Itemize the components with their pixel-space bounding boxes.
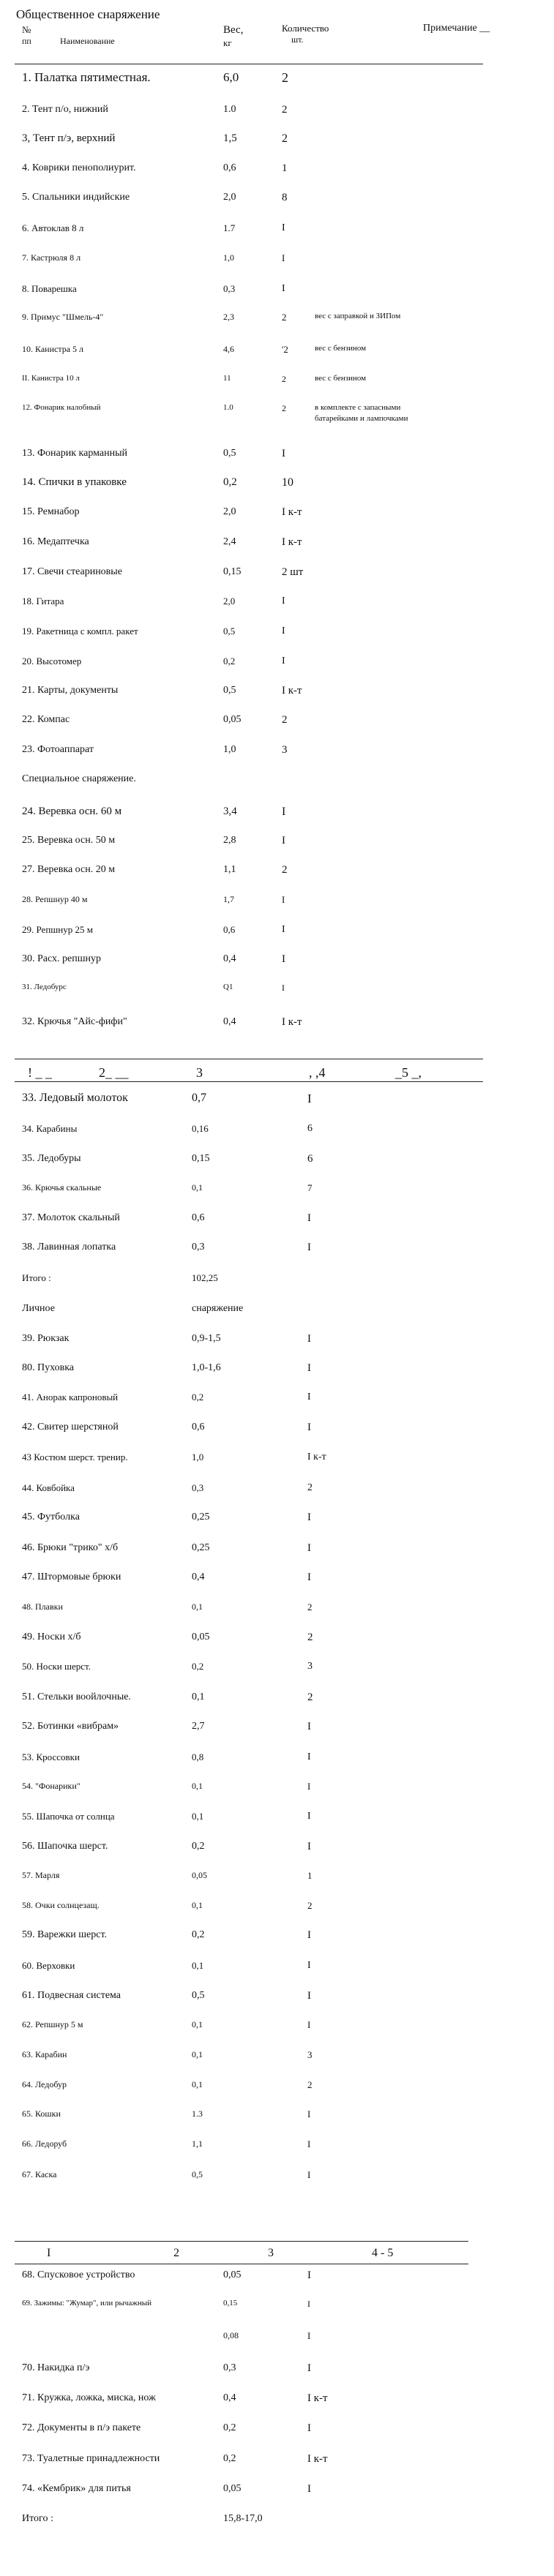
row-quantity: 6 (307, 1123, 312, 1134)
row-weight: 0,4 (223, 1016, 236, 1027)
row-quantity: I (307, 2169, 311, 2180)
row-quantity: 2 (307, 1900, 312, 1911)
row-weight: 0,1 (192, 1900, 203, 1910)
row-name: Итого : (22, 2513, 53, 2524)
row-name: 17. Свечи стеариновые (22, 566, 122, 577)
row-quantity: I (282, 626, 285, 637)
row-weight: 4,6 (223, 344, 234, 354)
row-weight: 0,25 (192, 1512, 210, 1522)
row-name: 62. Репшнур 5 м (22, 2019, 83, 2029)
row-name: 30. Расх. репшнур (22, 953, 102, 964)
row-name: 1. Палатка пятиместная. (22, 70, 151, 84)
row-quantity: I (282, 448, 285, 459)
row-quantity: I (307, 1811, 311, 1822)
page2-col-header-4: , ,4 (309, 1065, 326, 1080)
row-quantity: 2 (307, 2079, 312, 2090)
row-weight: 0,05 (192, 1631, 210, 1642)
row-quantity: 2 (282, 714, 288, 726)
row-name: 21. Карты, документы (22, 685, 119, 696)
row-name: 28. Репшнур 40 м (22, 894, 88, 904)
row-name: 71. Кружка, ложка, миска, нож (22, 2392, 156, 2403)
row-quantity: I (307, 1092, 312, 1105)
row-weight: 1.0 (223, 104, 236, 115)
page3-col-header-2: 2 (173, 2247, 179, 2259)
row-name: 67. Каска (22, 2169, 57, 2179)
row-name: 19. Ракетница с компл. ракет (22, 626, 138, 637)
row-name: 24. Веревка осн. 60 м (22, 806, 122, 817)
row-quantity: I (307, 1721, 311, 1732)
row-weight: 0,6 (223, 162, 236, 173)
row-name: 68. Спусковое устройство (22, 2269, 135, 2280)
row-name: 13. Фонарик карманный (22, 448, 128, 459)
row-weight: 0,4 (223, 953, 236, 964)
row-name: 29. Репшнур 25 м (22, 924, 93, 935)
row-quantity: 3 (307, 1661, 312, 1672)
row-quantity: I (282, 924, 285, 935)
row-quantity: I (307, 2330, 311, 2341)
row-weight: 2,3 (223, 312, 234, 322)
row-name: 20. Высотомер (22, 656, 82, 666)
page3-col-header-1: I (47, 2247, 51, 2259)
page2-col-header-1: ! _ _ (28, 1065, 52, 1080)
row-name: 15. Ремнабор (22, 506, 80, 517)
row-name: 36. Крючья скальные (22, 1182, 102, 1193)
header-qty-line2: шт. (291, 34, 304, 45)
row-weight: 2,0 (223, 506, 236, 517)
page3-col-header-3: 3 (268, 2247, 274, 2259)
row-quantity: 2 (282, 104, 288, 116)
row-name: 74. «Кембрик» для питья (22, 2483, 131, 2494)
row-weight: 0,05 (192, 1870, 207, 1880)
row-quantity: '2 (282, 344, 288, 355)
row-quantity: 2 (307, 1601, 312, 1612)
row-name: Специальное снаряжение. (22, 773, 136, 784)
row-weight: 0,15 (223, 2299, 238, 2307)
row-name: 44. Ковбойка (22, 1482, 75, 1493)
row-name: 43 Костюм шерст. тренир. (22, 1452, 128, 1462)
row-name: 55. Шапочка от солнца (22, 1811, 115, 1822)
row-name: 56. Шапочка шерст. (22, 1841, 108, 1852)
row-name: 23. Фотоаппарат (22, 744, 94, 755)
row-quantity: I (307, 2109, 311, 2119)
row-weight: 0,15 (223, 566, 242, 577)
row-quantity: I к-т (307, 2453, 328, 2465)
row-quantity: I (307, 1929, 311, 1941)
page3-col-header-4: 4 - 5 (372, 2247, 394, 2259)
row-weight: 0,1 (192, 1691, 205, 1702)
row-quantity: I (307, 1841, 311, 1852)
row-name: 53. Кроссовки (22, 1751, 80, 1762)
row-name: Личное (22, 1303, 55, 1314)
row-weight: 1,0 (192, 1452, 204, 1462)
row-name: 33. Ледовый молоток (22, 1092, 128, 1104)
row-weight: 0,5 (223, 448, 236, 459)
row-quantity: I (307, 1512, 311, 1523)
header-num-line2: пп (22, 36, 31, 46)
row-name: 64. Ледобур (22, 2079, 67, 2089)
row-name: 46. Брюки "трико" х/б (22, 1542, 119, 1553)
row-name: 2. Тент п/о, нижний (22, 104, 108, 115)
row-quantity: I к-т (282, 506, 302, 518)
row-name: 70. Накидка п/э (22, 2362, 90, 2373)
row-quantity: I к-т (282, 1016, 302, 1028)
row-name: 41. Анорак капроновый (22, 1392, 119, 1402)
row-weight: 0,1 (192, 2049, 203, 2059)
row-weight: 0,3 (192, 1242, 205, 1253)
row-weight: 0,1 (192, 1811, 204, 1822)
row-weight: 0,5 (192, 2169, 203, 2179)
row-weight: 0,6 (223, 924, 236, 935)
row-name: 57. Марля (22, 1870, 60, 1880)
row-name: 16. Медаптечка (22, 536, 89, 547)
row-quantity: I (307, 1990, 311, 2002)
row-weight: 2,7 (192, 1721, 205, 1732)
row-weight: 1,0 (223, 744, 236, 755)
row-quantity: I (282, 252, 285, 263)
row-name: 51. Стельки воойлочные. (22, 1691, 131, 1702)
row-name: 48. Плавки (22, 1601, 63, 1612)
row-quantity: 2 (282, 70, 288, 85)
row-weight: 0,2 (192, 1392, 204, 1402)
row-name: 6. Автоклав 8 л (22, 222, 84, 233)
row-weight: 0,4 (192, 1571, 205, 1582)
row-weight: 0,8 (192, 1751, 204, 1762)
row-weight: Q1 (223, 983, 233, 991)
row-name: 58. Очки солнцезащ. (22, 1900, 100, 1910)
row-name: 65. Кошки (22, 2109, 61, 2119)
row-weight: 0,6 (192, 1422, 205, 1432)
row-weight: 0,2 (192, 1841, 205, 1852)
row-quantity: I (307, 1960, 311, 1971)
row-name: 52. Ботинки «вибрам» (22, 1721, 119, 1732)
page2-col-header-5: _5 _, (395, 1065, 422, 1080)
row-weight: 0,2 (192, 1929, 205, 1940)
row-name: 3, Тент п/э, верхний (22, 132, 116, 144)
row-weight: 0,9-1,5 (192, 1333, 221, 1344)
row-quantity: I (307, 2422, 311, 2434)
row-name: 10. Канистра 5 л (22, 344, 84, 354)
page-break-rule-2 (15, 2241, 468, 2242)
row-name: 27. Веревка осн. 20 м (22, 864, 116, 875)
row-quantity: I (307, 1333, 311, 1345)
row-weight: 0,1 (192, 2079, 203, 2089)
row-name: 72. Документы в п/э пакете (22, 2422, 141, 2433)
row-weight: 0,1 (192, 2019, 203, 2029)
row-quantity: I (282, 806, 286, 818)
row-weight: 0,4 (223, 2392, 236, 2403)
row-name: 38. Лавинная лопатка (22, 1242, 116, 1253)
row-name: 32. Крючья "Айс-фифи" (22, 1016, 127, 1027)
row-weight: 0,16 (192, 1123, 209, 1134)
row-quantity: I (282, 656, 285, 666)
row-quantity: 2 шт (282, 566, 304, 578)
header-name: Наименование (60, 36, 115, 46)
row-quantity: 7 (307, 1182, 312, 1193)
row-weight: 6,0 (223, 70, 239, 84)
row-weight: 0,2 (223, 2422, 236, 2433)
row-name: 61. Подвесная система (22, 1990, 121, 2001)
row-weight: 2,8 (223, 835, 236, 846)
row-weight: 0,2 (223, 656, 236, 666)
row-weight: 1,5 (223, 132, 237, 144)
row-quantity: I (307, 2362, 311, 2374)
row-quantity: 2 (282, 374, 286, 384)
header-weight-line1: Вес, (223, 24, 244, 36)
row-quantity: I к-т (282, 536, 302, 548)
row-name: Итого : (22, 1272, 51, 1283)
row-weight: 2,0 (223, 596, 236, 607)
document-title: Общественное снаряжение (16, 7, 160, 21)
row-name: 54. "Фонарики" (22, 1781, 81, 1791)
row-quantity: 6 (307, 1153, 313, 1165)
row-name: 5. Спальники индийские (22, 192, 130, 203)
row-note: в комплекте с запасными (315, 403, 401, 412)
row-weight: 1.7 (223, 222, 236, 233)
row-quantity: I (282, 596, 285, 607)
row-weight: 0,05 (223, 2483, 242, 2494)
row-name: 14. Спички в упаковке (22, 476, 127, 488)
row-note: вес с бензином (315, 374, 367, 383)
row-quantity: I (307, 1392, 311, 1402)
row-weight: 0,05 (223, 714, 242, 725)
header-weight-line2: кг (223, 37, 232, 48)
row-quantity: 2 (282, 864, 288, 876)
row-name: 69. Зажимы: "Жумар", или рычажный (22, 2299, 152, 2307)
row-name: 25. Веревка осн. 50 м (22, 835, 116, 846)
row-quantity: I к-т (307, 2392, 328, 2404)
row-name: 4. Коврики пенополиурит. (22, 162, 136, 173)
row-weight: 0,25 (192, 1542, 210, 1553)
row-weight: 0,1 (192, 1182, 203, 1193)
row-weight: 0,2 (192, 1661, 204, 1672)
row-name: 7. Кастрюля 8 л (22, 252, 81, 263)
row-note: вес с заправкой и ЗИПом (315, 312, 401, 320)
row-name: 45. Футболка (22, 1512, 80, 1522)
header-num-line1: № (22, 24, 31, 35)
row-weight: 0,5 (223, 685, 236, 696)
row-name: II. Канистра 10 л (22, 374, 80, 383)
row-quantity: 2 (282, 403, 286, 413)
row-quantity: I (307, 2299, 310, 2309)
page2-col-header-3: 3 (196, 1065, 203, 1080)
row-weight: 0,5 (192, 1990, 205, 2001)
row-quantity: 8 (282, 192, 288, 203)
row-quantity: I (307, 2483, 311, 2495)
row-weight: 1.0 (223, 403, 233, 412)
row-weight: 0,3 (192, 1482, 204, 1493)
row-quantity: I (307, 1362, 311, 1374)
row-weight: 0,3 (223, 2362, 236, 2373)
row-weight: 0,3 (223, 283, 236, 294)
row-name: 73. Туалетные принадлежности (22, 2453, 160, 2464)
row-weight: 1,0-1,6 (192, 1362, 221, 1373)
row-name: 9. Примус "Шмель-4" (22, 312, 104, 322)
row-quantity: 1 (282, 162, 288, 174)
row-quantity: I (282, 222, 285, 233)
row-weight: 1,1 (192, 2138, 203, 2149)
row-weight: 0,7 (192, 1092, 206, 1104)
row-quantity: I (282, 983, 285, 993)
row-quantity: 3 (307, 2049, 312, 2060)
row-quantity: I (307, 1781, 311, 1792)
row-weight: 0,1 (192, 1601, 203, 1612)
row-weight: 2,0 (223, 192, 236, 203)
row-weight: 0,05 (223, 2269, 242, 2280)
row-weight: 3,4 (223, 806, 237, 817)
row-quantity: I (282, 894, 285, 905)
row-note: вес с бензином (315, 344, 367, 353)
row-quantity: I (307, 1212, 311, 1224)
row-name: 8. Поварешка (22, 283, 77, 294)
row-name: 59. Варежки шерст. (22, 1929, 108, 1940)
row-weight: 1,1 (223, 864, 236, 875)
row-quantity: I (282, 835, 285, 846)
row-weight: 0,15 (192, 1153, 210, 1164)
row-quantity: I (282, 953, 285, 965)
row-name: 80. Пуховка (22, 1362, 74, 1373)
row-name: 34. Карабины (22, 1123, 78, 1134)
row-name: 22. Компас (22, 714, 70, 725)
row-weight: 11 (223, 374, 231, 383)
row-name: 60. Верховки (22, 1960, 75, 1971)
row-name: 66. Ледоруб (22, 2138, 67, 2149)
row-quantity: I (282, 283, 285, 294)
row-quantity: I (307, 1422, 311, 1433)
row-quantity: I (307, 1571, 311, 1583)
row-quantity: 10 (282, 476, 293, 489)
row-weight: 0,2 (223, 476, 237, 488)
row-name: 12. Фонарик налобный (22, 403, 101, 412)
row-quantity: I (307, 2269, 311, 2281)
row-quantity: I к-т (307, 1452, 326, 1462)
row-quantity: 2 (307, 1631, 313, 1643)
row-quantity: 2 (307, 1691, 313, 1703)
row-quantity: 1 (307, 1870, 312, 1881)
row-weight: 0,6 (192, 1212, 205, 1223)
row-weight: 1.3 (192, 2109, 203, 2119)
row-quantity: I (307, 2138, 311, 2149)
row-name: 63. Карабин (22, 2049, 67, 2059)
row-name: 47. Штормовые брюки (22, 1571, 121, 1582)
row-name: 49. Носки х/б (22, 1631, 81, 1642)
row-name: 31. Ледобурс (22, 983, 67, 991)
row-name: 18. Гитара (22, 596, 64, 607)
row-weight: 1,0 (223, 252, 234, 263)
page2-header-rule (15, 1081, 483, 1082)
row-name: 37. Молоток скальный (22, 1212, 120, 1223)
row-name: 50. Носки шерст. (22, 1661, 91, 1672)
row-quantity: I (307, 2019, 311, 2030)
row-weight: 0,1 (192, 1781, 203, 1791)
row-weight: 15,8-17,0 (223, 2513, 263, 2524)
row-quantity: I (307, 1542, 311, 1554)
header-note: Примечание __ (423, 23, 490, 34)
row-quantity: I (307, 1242, 311, 1253)
page2-col-header-2: 2_ __ (99, 1065, 129, 1080)
header-qty-line1: Количество (282, 23, 329, 34)
row-quantity: I к-т (282, 685, 302, 696)
row-name: 42. Свитер шерстяной (22, 1422, 119, 1432)
row-weight: снаряжение (192, 1303, 244, 1314)
row-weight: 0,1 (192, 1960, 204, 1971)
row-weight: 2,4 (223, 536, 236, 547)
row-quantity: 2 (307, 1482, 312, 1493)
row-weight: 102,25 (192, 1272, 218, 1283)
row-quantity: 3 (282, 744, 288, 756)
row-quantity: I (307, 1751, 311, 1762)
row-weight: 0,2 (223, 2453, 236, 2464)
row-weight: 1,7 (223, 894, 234, 904)
row-name: 39. Рюкзак (22, 1333, 70, 1344)
row-weight: 0,5 (223, 626, 236, 637)
row-note-line2: батарейками и лампочками (315, 414, 408, 423)
row-weight: 0,08 (223, 2330, 239, 2340)
row-quantity: 2 (282, 132, 288, 145)
row-quantity: 2 (282, 312, 287, 323)
row-name: 35. Ледобуры (22, 1153, 81, 1164)
